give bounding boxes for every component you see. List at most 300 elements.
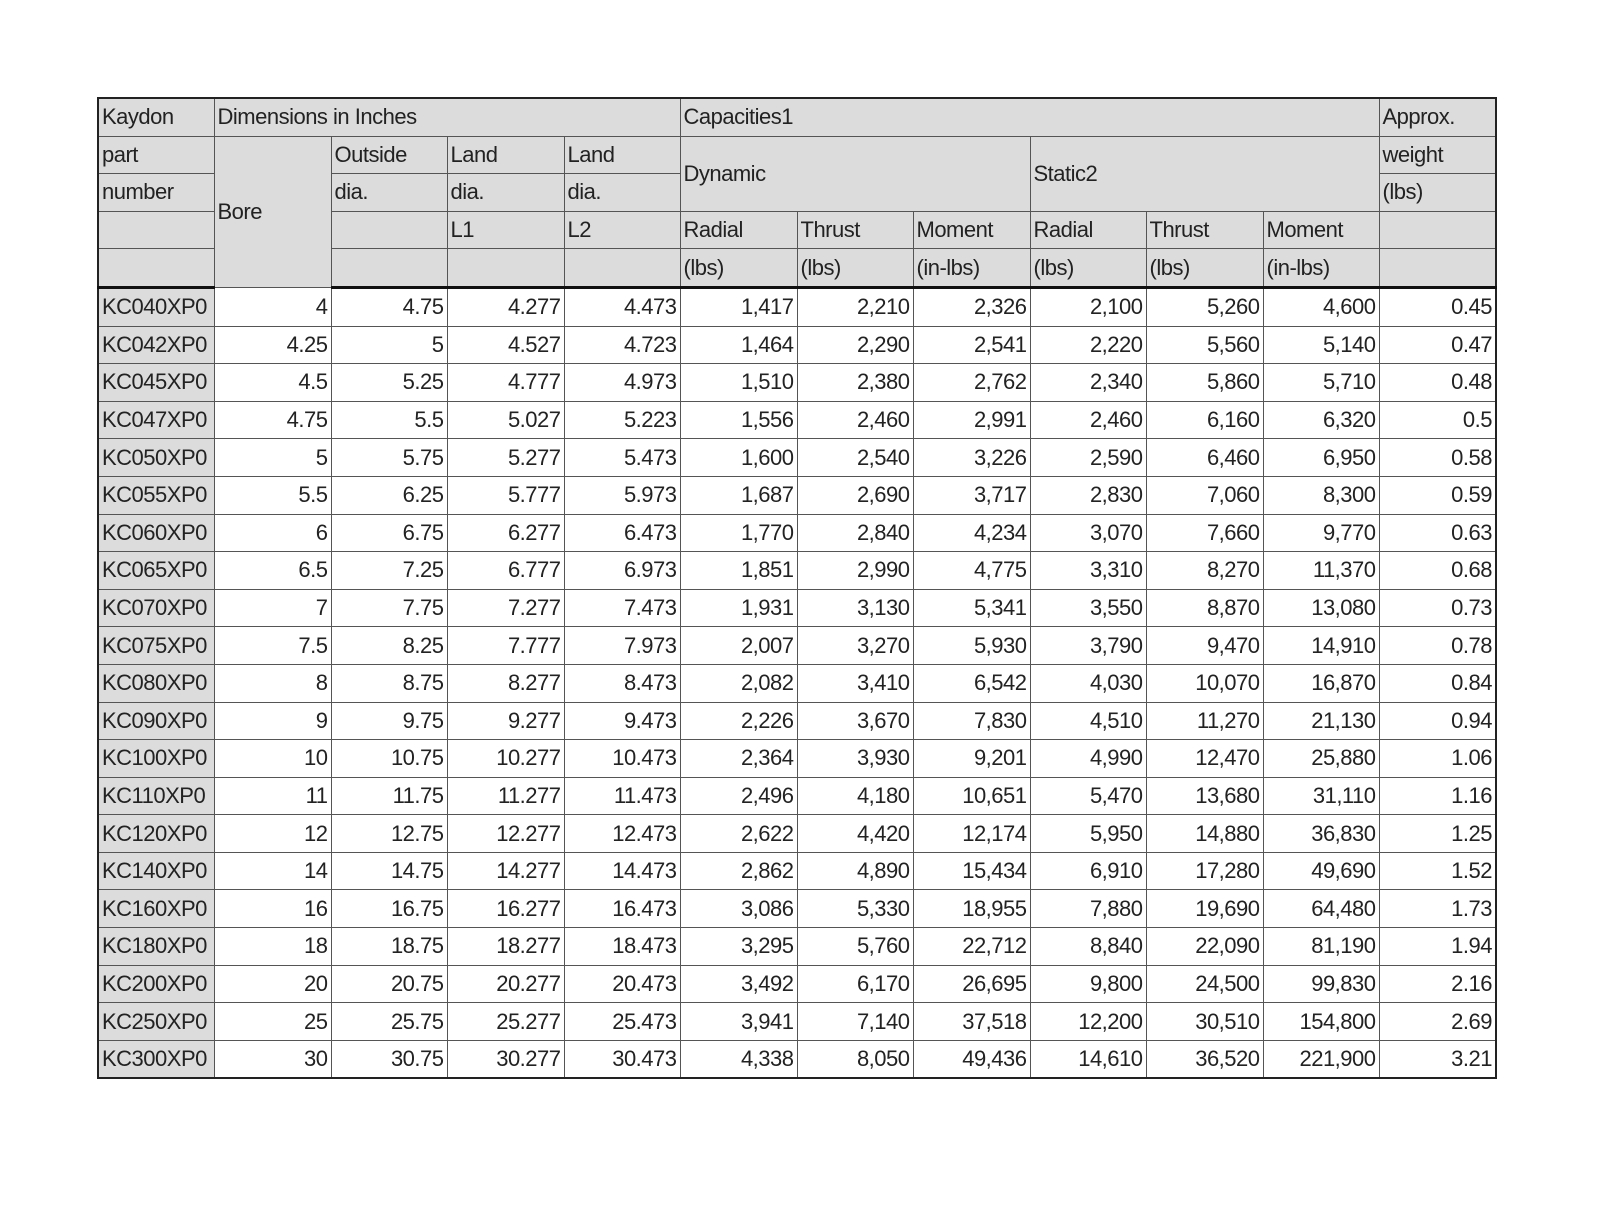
cell-bore: 10: [214, 740, 331, 778]
cell-dynamic-radial: 1,851: [680, 552, 797, 590]
cell-part-number: KC300XP0: [98, 1040, 214, 1078]
cell-land-dia-l2: 4.473: [564, 287, 680, 326]
cell-dynamic-radial: 3,086: [680, 890, 797, 928]
cell-static-moment: 64,480: [1263, 890, 1379, 928]
cell-approx-weight: 0.58: [1379, 439, 1496, 477]
cell-part-number: KC080XP0: [98, 664, 214, 702]
cell-dynamic-thrust: 2,460: [797, 401, 913, 439]
cell-approx-weight: 1.25: [1379, 815, 1496, 853]
cell-static-radial: 3,070: [1030, 514, 1146, 552]
cell-part-number: KC100XP0: [98, 740, 214, 778]
cell-static-thrust: 19,690: [1146, 890, 1263, 928]
cell-static-radial: 7,880: [1030, 890, 1146, 928]
cell-static-radial: 6,910: [1030, 852, 1146, 890]
cell-bore: 5.5: [214, 476, 331, 514]
cell-land-dia-l1: 18.277: [447, 928, 564, 966]
cell-dynamic-moment: 22,712: [913, 928, 1030, 966]
cell-bore: 7.5: [214, 627, 331, 665]
cell-approx-weight: 2.69: [1379, 1003, 1496, 1041]
table-row: [98, 552, 1496, 590]
cell-land-dia-l1: 20.277: [447, 965, 564, 1003]
cell-land-dia-l2: 10.473: [564, 740, 680, 778]
cell-static-radial: 8,840: [1030, 928, 1146, 966]
cell-land-dia-l1: 5.027: [447, 401, 564, 439]
cell-outside-dia: 30.75: [331, 1040, 447, 1078]
header-weight-unit: (lbs): [1379, 174, 1496, 212]
cell-static-moment: 11,370: [1263, 552, 1379, 590]
cell-land-dia-l1: 5.777: [447, 476, 564, 514]
cell-static-thrust: 22,090: [1146, 928, 1263, 966]
cell-dynamic-thrust: 4,890: [797, 852, 913, 890]
cell-bore: 18: [214, 928, 331, 966]
cell-static-thrust: 24,500: [1146, 965, 1263, 1003]
cell-land-dia-l2: 6.473: [564, 514, 680, 552]
cell-dynamic-radial: 2,496: [680, 777, 797, 815]
cell-static-moment: 6,320: [1263, 401, 1379, 439]
cell-dynamic-moment: 15,434: [913, 852, 1030, 890]
header-sta-moment-unit: (in-lbs): [1263, 249, 1379, 288]
cell-land-dia-l1: 7.277: [447, 589, 564, 627]
cell-part-number: KC250XP0: [98, 1003, 214, 1041]
cell-dynamic-thrust: 4,420: [797, 815, 913, 853]
cell-land-dia-l2: 14.473: [564, 852, 680, 890]
cell-outside-dia: 6.75: [331, 514, 447, 552]
cell-static-radial: 2,590: [1030, 439, 1146, 477]
table-row: [98, 1040, 1496, 1078]
cell-dynamic-radial: 1,770: [680, 514, 797, 552]
cell-dynamic-thrust: 5,330: [797, 890, 913, 928]
cell-bore: 4.75: [214, 401, 331, 439]
cell-static-radial: 4,030: [1030, 664, 1146, 702]
cell-static-thrust: 9,470: [1146, 627, 1263, 665]
cell-static-thrust: 36,520: [1146, 1040, 1263, 1078]
table-row: [98, 852, 1496, 890]
header-approx: Approx.: [1379, 98, 1496, 136]
cell-bore: 12: [214, 815, 331, 853]
cell-part-number: KC090XP0: [98, 702, 214, 740]
header-dynamic: Dynamic: [680, 136, 1030, 211]
cell-outside-dia: 5.25: [331, 364, 447, 402]
cell-static-moment: 5,710: [1263, 364, 1379, 402]
cell-static-radial: 9,800: [1030, 965, 1146, 1003]
cell-dynamic-radial: 1,556: [680, 401, 797, 439]
cell-static-radial: 3,310: [1030, 552, 1146, 590]
cell-static-radial: 5,470: [1030, 777, 1146, 815]
cell-approx-weight: 0.47: [1379, 326, 1496, 364]
cell-static-moment: 5,140: [1263, 326, 1379, 364]
cell-dynamic-moment: 10,651: [913, 777, 1030, 815]
cell-dynamic-moment: 2,762: [913, 364, 1030, 402]
cell-static-moment: 4,600: [1263, 287, 1379, 326]
cell-static-thrust: 7,060: [1146, 476, 1263, 514]
cell-static-moment: 21,130: [1263, 702, 1379, 740]
cell-dynamic-moment: 2,541: [913, 326, 1030, 364]
cell-static-moment: 221,900: [1263, 1040, 1379, 1078]
cell-outside-dia: 18.75: [331, 928, 447, 966]
cell-dynamic-moment: 6,542: [913, 664, 1030, 702]
cell-bore: 4: [214, 287, 331, 326]
cell-land-dia-l1: 4.527: [447, 326, 564, 364]
cell-dynamic-moment: 4,775: [913, 552, 1030, 590]
cell-dynamic-thrust: 2,840: [797, 514, 913, 552]
cell-bore: 14: [214, 852, 331, 890]
cell-approx-weight: 0.59: [1379, 476, 1496, 514]
cell-bore: 25: [214, 1003, 331, 1041]
cell-approx-weight: 1.16: [1379, 777, 1496, 815]
cell-approx-weight: 0.5: [1379, 401, 1496, 439]
table-row: [98, 928, 1496, 966]
header-sta-radial: Radial: [1030, 211, 1146, 249]
cell-dynamic-moment: 4,234: [913, 514, 1030, 552]
table-row: [98, 627, 1496, 665]
cell-outside-dia: 16.75: [331, 890, 447, 928]
cell-dynamic-radial: 2,226: [680, 702, 797, 740]
header-number: number: [98, 174, 214, 212]
cell-part-number: KC045XP0: [98, 364, 214, 402]
header-weight: weight: [1379, 136, 1496, 174]
cell-dynamic-radial: 1,687: [680, 476, 797, 514]
cell-dynamic-moment: 37,518: [913, 1003, 1030, 1041]
cell-outside-dia: 7.75: [331, 589, 447, 627]
cell-dynamic-radial: 2,622: [680, 815, 797, 853]
cell-outside-dia: 8.75: [331, 664, 447, 702]
header-dyn-radial-unit: (lbs): [680, 249, 797, 288]
header-land2: Land: [564, 136, 680, 174]
cell-outside-dia: 4.75: [331, 287, 447, 326]
cell-bore: 6: [214, 514, 331, 552]
table-row: [98, 664, 1496, 702]
cell-dynamic-moment: 7,830: [913, 702, 1030, 740]
cell-land-dia-l1: 14.277: [447, 852, 564, 890]
cell-static-radial: 2,340: [1030, 364, 1146, 402]
cell-static-moment: 49,690: [1263, 852, 1379, 890]
cell-dynamic-radial: 3,295: [680, 928, 797, 966]
cell-dynamic-moment: 9,201: [913, 740, 1030, 778]
cell-land-dia-l1: 8.277: [447, 664, 564, 702]
cell-approx-weight: 0.78: [1379, 627, 1496, 665]
cell-land-dia-l1: 5.277: [447, 439, 564, 477]
table-row: [98, 965, 1496, 1003]
cell-land-dia-l2: 9.473: [564, 702, 680, 740]
table-row: [98, 401, 1496, 439]
cell-land-dia-l1: 9.277: [447, 702, 564, 740]
cell-part-number: KC180XP0: [98, 928, 214, 966]
cell-approx-weight: 0.84: [1379, 664, 1496, 702]
cell-static-moment: 16,870: [1263, 664, 1379, 702]
cell-part-number: KC110XP0: [98, 777, 214, 815]
cell-dynamic-radial: 1,417: [680, 287, 797, 326]
header-sta-thrust: Thrust: [1146, 211, 1263, 249]
cell-dynamic-moment: 5,930: [913, 627, 1030, 665]
cell-land-dia-l2: 25.473: [564, 1003, 680, 1041]
cell-static-moment: 31,110: [1263, 777, 1379, 815]
cell-bore: 16: [214, 890, 331, 928]
cell-dynamic-moment: 2,991: [913, 401, 1030, 439]
cell-dynamic-radial: 3,941: [680, 1003, 797, 1041]
cell-static-radial: 2,830: [1030, 476, 1146, 514]
cell-static-radial: 3,790: [1030, 627, 1146, 665]
cell-dynamic-thrust: 8,050: [797, 1040, 913, 1078]
cell-land-dia-l2: 4.723: [564, 326, 680, 364]
header-kaydon: Kaydon: [98, 98, 214, 136]
cell-approx-weight: 2.16: [1379, 965, 1496, 1003]
cell-part-number: KC042XP0: [98, 326, 214, 364]
cell-outside-dia: 7.25: [331, 552, 447, 590]
cell-static-moment: 13,080: [1263, 589, 1379, 627]
table-row: [98, 702, 1496, 740]
cell-static-radial: 2,100: [1030, 287, 1146, 326]
cell-static-radial: 2,460: [1030, 401, 1146, 439]
header-dyn-moment: Moment: [913, 211, 1030, 249]
cell-static-thrust: 7,660: [1146, 514, 1263, 552]
cell-dynamic-radial: 1,464: [680, 326, 797, 364]
cell-land-dia-l2: 20.473: [564, 965, 680, 1003]
cell-dynamic-thrust: 2,210: [797, 287, 913, 326]
header-outside: Outside: [331, 136, 447, 174]
cell-bore: 4.5: [214, 364, 331, 402]
header-land2-dia: dia.: [564, 174, 680, 212]
cell-approx-weight: 1.94: [1379, 928, 1496, 966]
cell-outside-dia: 11.75: [331, 777, 447, 815]
cell-dynamic-thrust: 2,540: [797, 439, 913, 477]
cell-bore: 5: [214, 439, 331, 477]
table-row: [98, 777, 1496, 815]
cell-static-radial: 4,510: [1030, 702, 1146, 740]
table-row: [98, 815, 1496, 853]
cell-bore: 7: [214, 589, 331, 627]
cell-static-moment: 6,950: [1263, 439, 1379, 477]
header-sta-moment: Moment: [1263, 211, 1379, 249]
cell-dynamic-thrust: 6,170: [797, 965, 913, 1003]
cell-dynamic-thrust: 4,180: [797, 777, 913, 815]
cell-dynamic-thrust: 3,670: [797, 702, 913, 740]
cell-land-dia-l1: 25.277: [447, 1003, 564, 1041]
cell-land-dia-l1: 4.277: [447, 287, 564, 326]
cell-static-moment: 8,300: [1263, 476, 1379, 514]
header-dimensions: Dimensions in Inches: [214, 98, 680, 136]
cell-land-dia-l2: 5.973: [564, 476, 680, 514]
cell-approx-weight: 1.06: [1379, 740, 1496, 778]
cell-outside-dia: 6.25: [331, 476, 447, 514]
cell-land-dia-l2: 5.473: [564, 439, 680, 477]
cell-approx-weight: 1.52: [1379, 852, 1496, 890]
table-row: [98, 1003, 1496, 1041]
cell-land-dia-l1: 6.277: [447, 514, 564, 552]
cell-static-thrust: 5,260: [1146, 287, 1263, 326]
cell-land-dia-l1: 30.277: [447, 1040, 564, 1078]
cell-outside-dia: 25.75: [331, 1003, 447, 1041]
cell-outside-dia: 10.75: [331, 740, 447, 778]
cell-land-dia-l2: 12.473: [564, 815, 680, 853]
header-dyn-thrust-unit: (lbs): [797, 249, 913, 288]
cell-land-dia-l1: 7.777: [447, 627, 564, 665]
table-row: [98, 287, 1496, 326]
cell-part-number: KC070XP0: [98, 589, 214, 627]
header-empty: [331, 249, 447, 288]
cell-land-dia-l2: 18.473: [564, 928, 680, 966]
cell-part-number: KC200XP0: [98, 965, 214, 1003]
table-header: [98, 98, 1496, 287]
cell-dynamic-moment: 12,174: [913, 815, 1030, 853]
table-row: [98, 890, 1496, 928]
cell-dynamic-moment: 2,326: [913, 287, 1030, 326]
header-capacities: Capacities1: [680, 98, 1379, 136]
cell-static-radial: 14,610: [1030, 1040, 1146, 1078]
cell-outside-dia: 12.75: [331, 815, 447, 853]
cell-part-number: KC040XP0: [98, 287, 214, 326]
cell-dynamic-radial: 3,492: [680, 965, 797, 1003]
cell-static-radial: 3,550: [1030, 589, 1146, 627]
cell-static-moment: 154,800: [1263, 1003, 1379, 1041]
cell-dynamic-thrust: 3,270: [797, 627, 913, 665]
cell-dynamic-radial: 2,862: [680, 852, 797, 890]
header-empty: [331, 211, 447, 249]
cell-static-thrust: 30,510: [1146, 1003, 1263, 1041]
cell-land-dia-l1: 16.277: [447, 890, 564, 928]
cell-dynamic-thrust: 2,380: [797, 364, 913, 402]
cell-dynamic-radial: 1,931: [680, 589, 797, 627]
header-bore: Bore: [214, 136, 331, 287]
header-empty: [564, 249, 680, 288]
cell-approx-weight: 0.68: [1379, 552, 1496, 590]
cell-land-dia-l2: 7.973: [564, 627, 680, 665]
cell-dynamic-thrust: 5,760: [797, 928, 913, 966]
cell-outside-dia: 8.25: [331, 627, 447, 665]
cell-static-moment: 25,880: [1263, 740, 1379, 778]
cell-dynamic-moment: 26,695: [913, 965, 1030, 1003]
cell-bore: 20: [214, 965, 331, 1003]
cell-dynamic-radial: 1,600: [680, 439, 797, 477]
cell-part-number: KC047XP0: [98, 401, 214, 439]
cell-static-thrust: 11,270: [1146, 702, 1263, 740]
cell-static-thrust: 6,160: [1146, 401, 1263, 439]
cell-part-number: KC160XP0: [98, 890, 214, 928]
cell-approx-weight: 0.73: [1379, 589, 1496, 627]
cell-static-thrust: 13,680: [1146, 777, 1263, 815]
cell-part-number: KC065XP0: [98, 552, 214, 590]
cell-approx-weight: 0.63: [1379, 514, 1496, 552]
cell-land-dia-l1: 4.777: [447, 364, 564, 402]
cell-land-dia-l1: 11.277: [447, 777, 564, 815]
cell-land-dia-l2: 8.473: [564, 664, 680, 702]
cell-land-dia-l1: 12.277: [447, 815, 564, 853]
header-empty: [447, 249, 564, 288]
cell-land-dia-l2: 30.473: [564, 1040, 680, 1078]
table-row: [98, 476, 1496, 514]
table-row: [98, 514, 1496, 552]
cell-approx-weight: 0.48: [1379, 364, 1496, 402]
cell-static-radial: 5,950: [1030, 815, 1146, 853]
cell-outside-dia: 14.75: [331, 852, 447, 890]
cell-approx-weight: 0.94: [1379, 702, 1496, 740]
header-dyn-moment-unit: (in-lbs): [913, 249, 1030, 288]
cell-static-moment: 99,830: [1263, 965, 1379, 1003]
cell-dynamic-thrust: 7,140: [797, 1003, 913, 1041]
cell-land-dia-l2: 5.223: [564, 401, 680, 439]
cell-outside-dia: 9.75: [331, 702, 447, 740]
cell-part-number: KC120XP0: [98, 815, 214, 853]
cell-static-thrust: 6,460: [1146, 439, 1263, 477]
header-part: part: [98, 136, 214, 174]
cell-dynamic-thrust: 2,290: [797, 326, 913, 364]
cell-land-dia-l2: 7.473: [564, 589, 680, 627]
cell-static-moment: 14,910: [1263, 627, 1379, 665]
cell-dynamic-radial: 4,338: [680, 1040, 797, 1078]
cell-dynamic-moment: 3,226: [913, 439, 1030, 477]
header-sta-thrust-unit: (lbs): [1146, 249, 1263, 288]
cell-static-radial: 2,220: [1030, 326, 1146, 364]
cell-dynamic-thrust: 2,990: [797, 552, 913, 590]
cell-static-thrust: 17,280: [1146, 852, 1263, 890]
cell-approx-weight: 3.21: [1379, 1040, 1496, 1078]
cell-land-dia-l1: 10.277: [447, 740, 564, 778]
cell-dynamic-radial: 2,007: [680, 627, 797, 665]
cell-dynamic-radial: 2,082: [680, 664, 797, 702]
cell-bore: 30: [214, 1040, 331, 1078]
header-land2-code: L2: [564, 211, 680, 249]
cell-part-number: KC075XP0: [98, 627, 214, 665]
cell-bore: 4.25: [214, 326, 331, 364]
cell-static-radial: 12,200: [1030, 1003, 1146, 1041]
cell-static-thrust: 10,070: [1146, 664, 1263, 702]
cell-static-thrust: 5,860: [1146, 364, 1263, 402]
header-dyn-thrust: Thrust: [797, 211, 913, 249]
cell-outside-dia: 20.75: [331, 965, 447, 1003]
header-static: Static2: [1030, 136, 1379, 211]
header-land1-dia: dia.: [447, 174, 564, 212]
cell-approx-weight: 1.73: [1379, 890, 1496, 928]
table-row: [98, 364, 1496, 402]
cell-static-thrust: 8,870: [1146, 589, 1263, 627]
header-sta-radial-unit: (lbs): [1030, 249, 1146, 288]
cell-bore: 9: [214, 702, 331, 740]
cell-dynamic-moment: 18,955: [913, 890, 1030, 928]
cell-dynamic-radial: 1,510: [680, 364, 797, 402]
cell-static-moment: 81,190: [1263, 928, 1379, 966]
cell-part-number: KC140XP0: [98, 852, 214, 890]
table-body: [98, 287, 1496, 1078]
header-empty: [1379, 249, 1496, 288]
table-row: [98, 439, 1496, 477]
cell-outside-dia: 5: [331, 326, 447, 364]
cell-static-thrust: 8,270: [1146, 552, 1263, 590]
cell-bore: 8: [214, 664, 331, 702]
cell-dynamic-thrust: 3,930: [797, 740, 913, 778]
header-empty: [1379, 211, 1496, 249]
cell-dynamic-thrust: 3,130: [797, 589, 913, 627]
header-dyn-radial: Radial: [680, 211, 797, 249]
cell-static-thrust: 14,880: [1146, 815, 1263, 853]
header-land1: Land: [447, 136, 564, 174]
cell-land-dia-l2: 16.473: [564, 890, 680, 928]
cell-approx-weight: 0.45: [1379, 287, 1496, 326]
header-empty: [98, 249, 214, 288]
cell-land-dia-l1: 6.777: [447, 552, 564, 590]
cell-bore: 6.5: [214, 552, 331, 590]
cell-land-dia-l2: 4.973: [564, 364, 680, 402]
cell-static-thrust: 5,560: [1146, 326, 1263, 364]
header-empty: [98, 211, 214, 249]
cell-part-number: KC060XP0: [98, 514, 214, 552]
cell-bore: 11: [214, 777, 331, 815]
cell-dynamic-moment: 49,436: [913, 1040, 1030, 1078]
cell-static-radial: 4,990: [1030, 740, 1146, 778]
cell-static-thrust: 12,470: [1146, 740, 1263, 778]
cell-land-dia-l2: 11.473: [564, 777, 680, 815]
cell-dynamic-moment: 5,341: [913, 589, 1030, 627]
cell-land-dia-l2: 6.973: [564, 552, 680, 590]
table-row: [98, 589, 1496, 627]
